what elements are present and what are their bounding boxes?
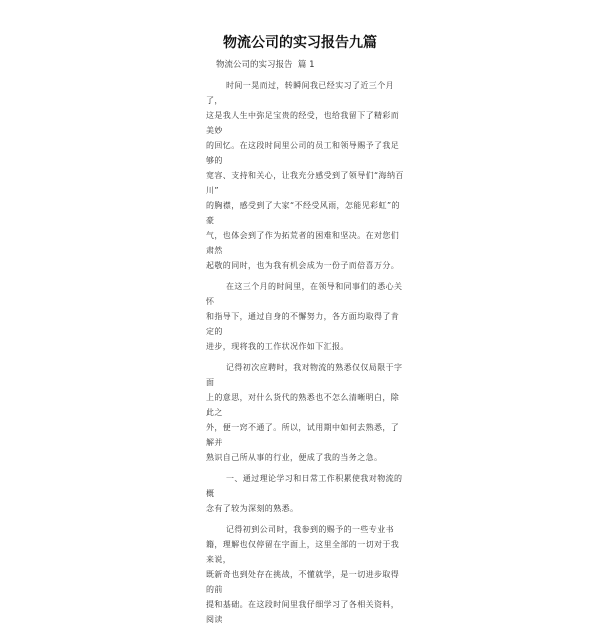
paragraph-section-one-heading: 一、通过理论学习和日常工作积累使我对物流的概 念有了较为深刻的熟悉。 xyxy=(206,474,403,513)
report-body xyxy=(206,78,404,633)
page-title: 物流公司的实习报告九篇 xyxy=(223,35,377,51)
paragraph-first-impression: 记得初次应聘时，我对物流的熟悉仅仅局限于字面 上的意思，对什么货代的熟悉也不怎么清晰明白，除此之 外，便一窍不通了。所以，试用期中如何去熟悉，了解并 熟识自己所从事的行业，便成了我的当务之急。 xyxy=(206,363,403,462)
paragraph-intro: 时间一晃而过，转瞬间我已经实习了近三个月了， 这是我人生中弥足宝贵的经受，也给我留下了精彩而美妙 的回忆。在这段时间里公司的员工和领导赐予了我足够的 宽容、支持和关心，让我充分感受到了领导们“海纳百川” 的胸襟，感受到了大家“不经受风雨，怎能见彩虹”的豪 气，也体会到了作为拓荒者的困难和坚决。在对您们肃然 起敬的同时，也为我有机会成为一份子而倍喜万分。 xyxy=(206,81,404,270)
paragraph-progress: 在这三个月的时间里，在领导和同事们的悉心关怀 和指导下，通过自身的不懈努力，各方面均取得了肯定的 进步，现将我的工作状况作如下汇报。 xyxy=(206,282,403,351)
section-subtitle: 物流公司的实习报告 篇 1 xyxy=(216,60,315,70)
paragraph-study: 记得初到公司时，我参到的赐予的一些专业书 籍，理解也仅停留在字面上，这里全部的一切对于我来说， 既新奇也到处存在挑战，不懂就学，是一切进步取得的前 提和基础。在这段时间里我仔细学习了各相关资料，阅读 xyxy=(206,525,400,624)
